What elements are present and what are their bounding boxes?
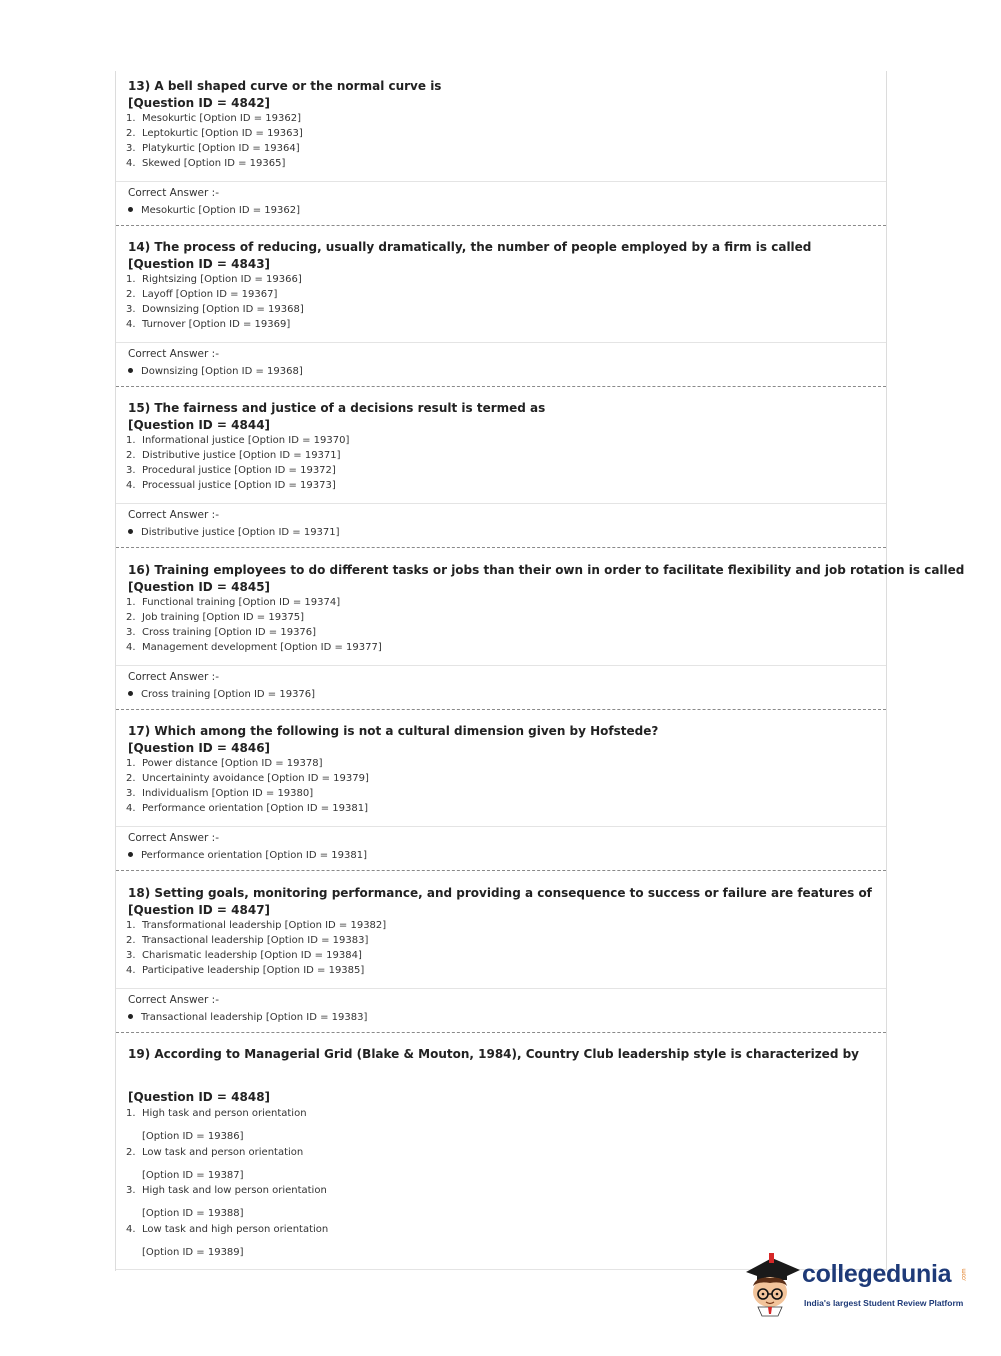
correct-answer-label: Correct Answer :-	[128, 832, 219, 844]
option-id: [Option ID = 19388]	[142, 1208, 244, 1219]
option-text: Uncertaininty avoidance [Option ID = 19379]	[142, 773, 369, 784]
question-title: 16) Training employees to do different tasks or jobs than their own in order to facilitate flexibility and job rotation is called	[128, 563, 965, 577]
option-text: Transactional leadership [Option ID = 19383]	[142, 935, 369, 946]
option-number: 4.	[126, 803, 136, 814]
correct-answer-label: Correct Answer :-	[128, 994, 219, 1006]
option-number: 4.	[126, 480, 136, 491]
option-item	[126, 920, 386, 931]
option-number: 3.	[126, 1185, 136, 1196]
correct-answer-text: Cross training [Option ID = 19376]	[141, 689, 316, 700]
option-item	[126, 1185, 327, 1196]
divider	[116, 181, 886, 182]
option-number: 1.	[126, 113, 136, 124]
option-number: 1.	[126, 274, 136, 285]
question-title: 14) The process of reducing, usually dramatically, the number of people employed by a firm is called	[128, 240, 812, 254]
option-number: 3.	[126, 143, 136, 154]
option-item	[126, 289, 277, 300]
option-item	[126, 1224, 328, 1235]
option-number: 2.	[126, 935, 136, 946]
option-number: 4.	[126, 642, 136, 653]
option-number: 2.	[126, 450, 136, 461]
correct-answer	[128, 689, 315, 700]
dashed-divider	[116, 870, 886, 871]
mascot-icon	[742, 1250, 802, 1318]
option-item	[126, 597, 340, 608]
option-number: 2.	[126, 289, 136, 300]
option-text: Participative leadership [Option ID = 19385]	[142, 965, 365, 976]
option-text: Low task and high person orientation	[142, 1224, 329, 1235]
question-title: 17) Which among the following is not a cultural dimension given by Hofstede?	[128, 724, 659, 738]
question-id: [Question ID = 4846]	[128, 741, 271, 755]
question-title: 15) The fairness and justice of a decisions result is termed as	[128, 401, 546, 415]
correct-answer-text: Distributive justice [Option ID = 19371]	[141, 527, 340, 538]
option-text: Informational justice [Option ID = 19370]	[142, 435, 350, 446]
option-number: 2.	[126, 128, 136, 139]
option-item	[126, 113, 301, 124]
option-item	[126, 1108, 307, 1119]
correct-answer	[128, 366, 303, 377]
correct-answer	[128, 205, 300, 216]
correct-answer-label: Correct Answer :-	[128, 509, 219, 521]
option-id: [Option ID = 19386]	[142, 1131, 244, 1142]
option-text: Functional training [Option ID = 19374]	[142, 597, 341, 608]
correct-answer	[128, 527, 340, 538]
option-text: High task and person orientation	[142, 1108, 307, 1119]
question-id: [Question ID = 4847]	[128, 903, 271, 917]
option-text: Distributive justice [Option ID = 19371]	[142, 450, 341, 461]
option-item	[126, 950, 362, 961]
option-text: Power distance [Option ID = 19378]	[142, 758, 323, 769]
option-text: Mesokurtic [Option ID = 19362]	[142, 113, 301, 124]
option-number: 3.	[126, 465, 136, 476]
divider	[116, 342, 886, 343]
option-text: Processual justice [Option ID = 19373]	[142, 480, 336, 491]
option-item	[126, 642, 382, 653]
option-item	[126, 304, 304, 315]
option-item	[126, 773, 369, 784]
bullet-icon	[128, 529, 133, 534]
option-item	[126, 612, 304, 623]
option-item	[126, 758, 323, 769]
question-title: 13) A bell shaped curve or the normal curve is	[128, 79, 442, 93]
document-page	[115, 71, 965, 1271]
collegedunia-logo	[742, 1250, 972, 1318]
option-id: [Option ID = 19387]	[142, 1170, 244, 1181]
option-item	[126, 480, 336, 491]
option-number: 1.	[126, 435, 136, 446]
option-text: Performance orientation [Option ID = 19381]	[142, 803, 368, 814]
option-number: 4.	[126, 965, 136, 976]
logo-domain-suffix: .com	[961, 1268, 968, 1282]
option-text: Downsizing [Option ID = 19368]	[142, 304, 304, 315]
option-number: 3.	[126, 304, 136, 315]
option-number: 1.	[126, 597, 136, 608]
correct-answer	[128, 1012, 367, 1023]
dashed-divider	[116, 709, 886, 710]
option-text: Turnover [Option ID = 19369]	[142, 319, 291, 330]
option-number: 3.	[126, 788, 136, 799]
option-text: Platykurtic [Option ID = 19364]	[142, 143, 300, 154]
option-text: Leptokurtic [Option ID = 19363]	[142, 128, 303, 139]
bullet-icon	[128, 852, 133, 857]
logo-tagline: India's largest Student Review Platform	[804, 1298, 964, 1308]
bullet-icon	[128, 207, 133, 212]
option-item	[126, 128, 303, 139]
option-item	[126, 1147, 303, 1158]
dashed-divider	[116, 225, 886, 226]
option-number: 2.	[126, 612, 136, 623]
option-number: 4.	[126, 319, 136, 330]
option-text: Rightsizing [Option ID = 19366]	[142, 274, 302, 285]
correct-answer-label: Correct Answer :-	[128, 187, 219, 199]
option-number: 2.	[126, 773, 136, 784]
option-number: 2.	[126, 1147, 136, 1158]
divider	[116, 503, 886, 504]
option-item	[126, 788, 313, 799]
option-item	[126, 965, 364, 976]
option-number: 1.	[126, 1108, 136, 1119]
question-id: [Question ID = 4843]	[128, 257, 271, 271]
option-number: 1.	[126, 758, 136, 769]
option-text: Charismatic leadership [Option ID = 19384]	[142, 950, 362, 961]
dashed-divider	[116, 1032, 886, 1033]
bullet-icon	[128, 691, 133, 696]
divider	[116, 988, 886, 989]
option-text: Procedural justice [Option ID = 19372]	[142, 465, 336, 476]
option-item	[126, 274, 302, 285]
correct-answer	[128, 850, 367, 861]
correct-answer-label: Correct Answer :-	[128, 671, 219, 683]
bullet-icon	[128, 1014, 133, 1019]
question-id: [Question ID = 4848]	[128, 1090, 271, 1104]
option-id: [Option ID = 19389]	[142, 1247, 244, 1258]
option-text: High task and low person orientation	[142, 1185, 327, 1196]
correct-answer-label: Correct Answer :-	[128, 348, 219, 360]
question-id: [Question ID = 4842]	[128, 96, 271, 110]
question-id: [Question ID = 4845]	[128, 580, 271, 594]
option-item	[126, 143, 300, 154]
option-text: Job training [Option ID = 19375]	[142, 612, 305, 623]
option-text: Layoff [Option ID = 19367]	[142, 289, 278, 300]
logo-wordmark: collegedunia	[802, 1260, 952, 1288]
option-item	[126, 803, 368, 814]
option-item	[126, 935, 368, 946]
question-id: [Question ID = 4844]	[128, 418, 271, 432]
option-number: 4.	[126, 1224, 136, 1235]
option-item	[126, 465, 336, 476]
option-text: Skewed [Option ID = 19365]	[142, 158, 286, 169]
option-text: Transformational leadership [Option ID = 19382]	[142, 920, 387, 931]
divider	[116, 665, 886, 666]
option-item	[126, 435, 349, 446]
correct-answer-text: Transactional leadership [Option ID = 19383]	[141, 1012, 368, 1023]
option-item	[126, 158, 285, 169]
dashed-divider	[116, 386, 886, 387]
option-text: Management development [Option ID = 19377]	[142, 642, 382, 653]
option-text: Individualism [Option ID = 19380]	[142, 788, 314, 799]
option-number: 4.	[126, 158, 136, 169]
correct-answer-text: Downsizing [Option ID = 19368]	[141, 366, 303, 377]
option-text: Low task and person orientation	[142, 1147, 304, 1158]
dashed-divider	[116, 547, 886, 548]
correct-answer-text: Mesokurtic [Option ID = 19362]	[141, 205, 300, 216]
question-title: 18) Setting goals, monitoring performance, and providing a consequence to success or failure are features of	[128, 886, 872, 900]
divider	[116, 826, 886, 827]
option-item	[126, 450, 341, 461]
option-item	[126, 627, 316, 638]
option-number: 1.	[126, 920, 136, 931]
option-text: Cross training [Option ID = 19376]	[142, 627, 317, 638]
option-number: 3.	[126, 950, 136, 961]
correct-answer-text: Performance orientation [Option ID = 19381]	[141, 850, 367, 861]
option-item	[126, 319, 290, 330]
bullet-icon	[128, 368, 133, 373]
question-title: 19) According to Managerial Grid (Blake & Mouton, 1984), Country Club leadership style is characterized by	[128, 1047, 859, 1061]
option-number: 3.	[126, 627, 136, 638]
